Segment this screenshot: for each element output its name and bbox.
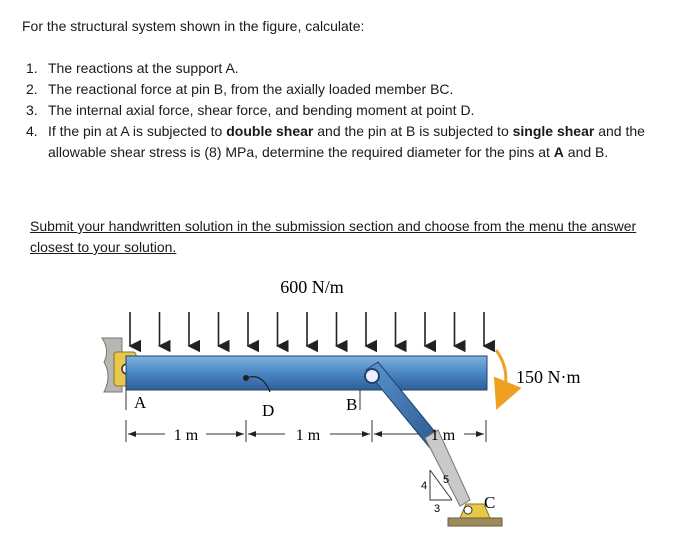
task-number: 1. — [26, 60, 38, 76]
dim-b-end: 1 m — [430, 427, 456, 444]
task-item-1: 1. The reactions at the support A. — [22, 58, 672, 79]
task-item-4: 4. If the pin at A is subjected to double shear and the pin at B is subjected to single shear and the allowable shear stress is (8) MPa, determine the required diameter for the pins at A and B. — [26, 123, 645, 160]
distributed-load-label: 600 N/m — [280, 277, 344, 297]
point-a-label: A — [134, 393, 147, 412]
point-d-marker — [243, 375, 249, 381]
slope-label-5: 5 — [442, 474, 450, 486]
point-d-label: D — [262, 401, 275, 420]
task-item-3: 3. The internal axial force, shear force, and bending moment at point D. — [22, 100, 672, 121]
applied-moment-arrow — [496, 350, 506, 396]
task-item-2: 2. The reactional force at pin B, from the axially loaded member BC. — [22, 79, 672, 100]
point-c-label: C — [484, 493, 496, 512]
submission-instructions[interactable]: Submit your handwritten solution in the submission section and choose from the menu the answer closest to your solution. — [30, 218, 637, 255]
problem-intro: For the structural system shown in the figure, calculate: — [22, 18, 365, 34]
dim-a-d: 1 m — [173, 427, 199, 444]
applied-moment-label: 150 N·m — [516, 367, 581, 387]
distributed-load-arrows — [130, 312, 484, 346]
slope-label-4: 4 — [420, 480, 428, 492]
slope-label-3: 3 — [433, 503, 441, 515]
point-b-label: B — [346, 395, 358, 414]
dim-d-b: 1 m — [295, 427, 321, 444]
slope-triangle — [421, 470, 452, 515]
task-number: 2. — [26, 81, 38, 97]
dimension-lines — [126, 420, 486, 444]
beam — [126, 356, 487, 390]
task-number: 3. — [26, 102, 38, 118]
task-number: 4. — [26, 123, 38, 139]
